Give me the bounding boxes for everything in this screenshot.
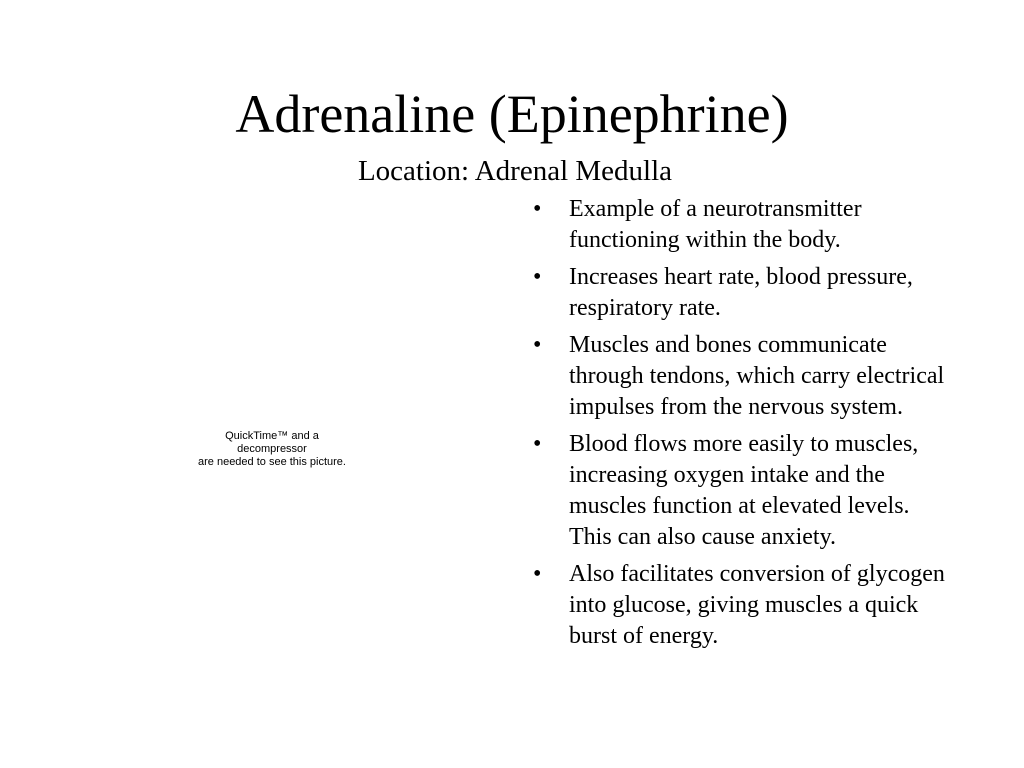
bullet-item — [529, 429, 999, 553]
placeholder-line-2: decompressor — [237, 443, 307, 455]
bullet-dot-icon: • — [533, 561, 542, 587]
bullet-item — [529, 262, 999, 324]
bullet-text: Muscles and bones communicate through tendons, which carry electrical impulses from the nervous system. — [569, 332, 945, 420]
bullet-item — [529, 330, 999, 423]
bullet-text: Example of a neurotransmitter functioning within the body. — [569, 196, 862, 253]
slide-title: Adrenaline (Epinephrine) — [235, 84, 789, 144]
bullet-item — [529, 559, 999, 652]
slide-subtitle: Location: Adrenal Medulla — [357, 155, 673, 187]
image-placeholder — [162, 430, 382, 469]
bullet-text: Increases heart rate, blood pressure, respiratory rate. — [569, 264, 913, 321]
bullet-dot-icon: • — [533, 264, 542, 290]
placeholder-line-1: QuickTime™ and a — [225, 430, 319, 442]
bullet-text: Blood flows more easily to muscles, increasing oxygen intake and the muscles function at elevated levels. This can also cause anxiety. — [569, 431, 919, 550]
bullet-text: Also facilitates conversion of glycogen into glucose, giving muscles a quick burst of energy. — [569, 561, 945, 649]
bullet-item — [529, 194, 999, 256]
bullet-dot-icon: • — [533, 332, 542, 358]
bullet-dot-icon: • — [533, 196, 542, 222]
placeholder-line-3: are needed to see this picture. — [198, 456, 346, 468]
bullet-list — [529, 194, 999, 658]
bullet-dot-icon: • — [533, 431, 542, 457]
